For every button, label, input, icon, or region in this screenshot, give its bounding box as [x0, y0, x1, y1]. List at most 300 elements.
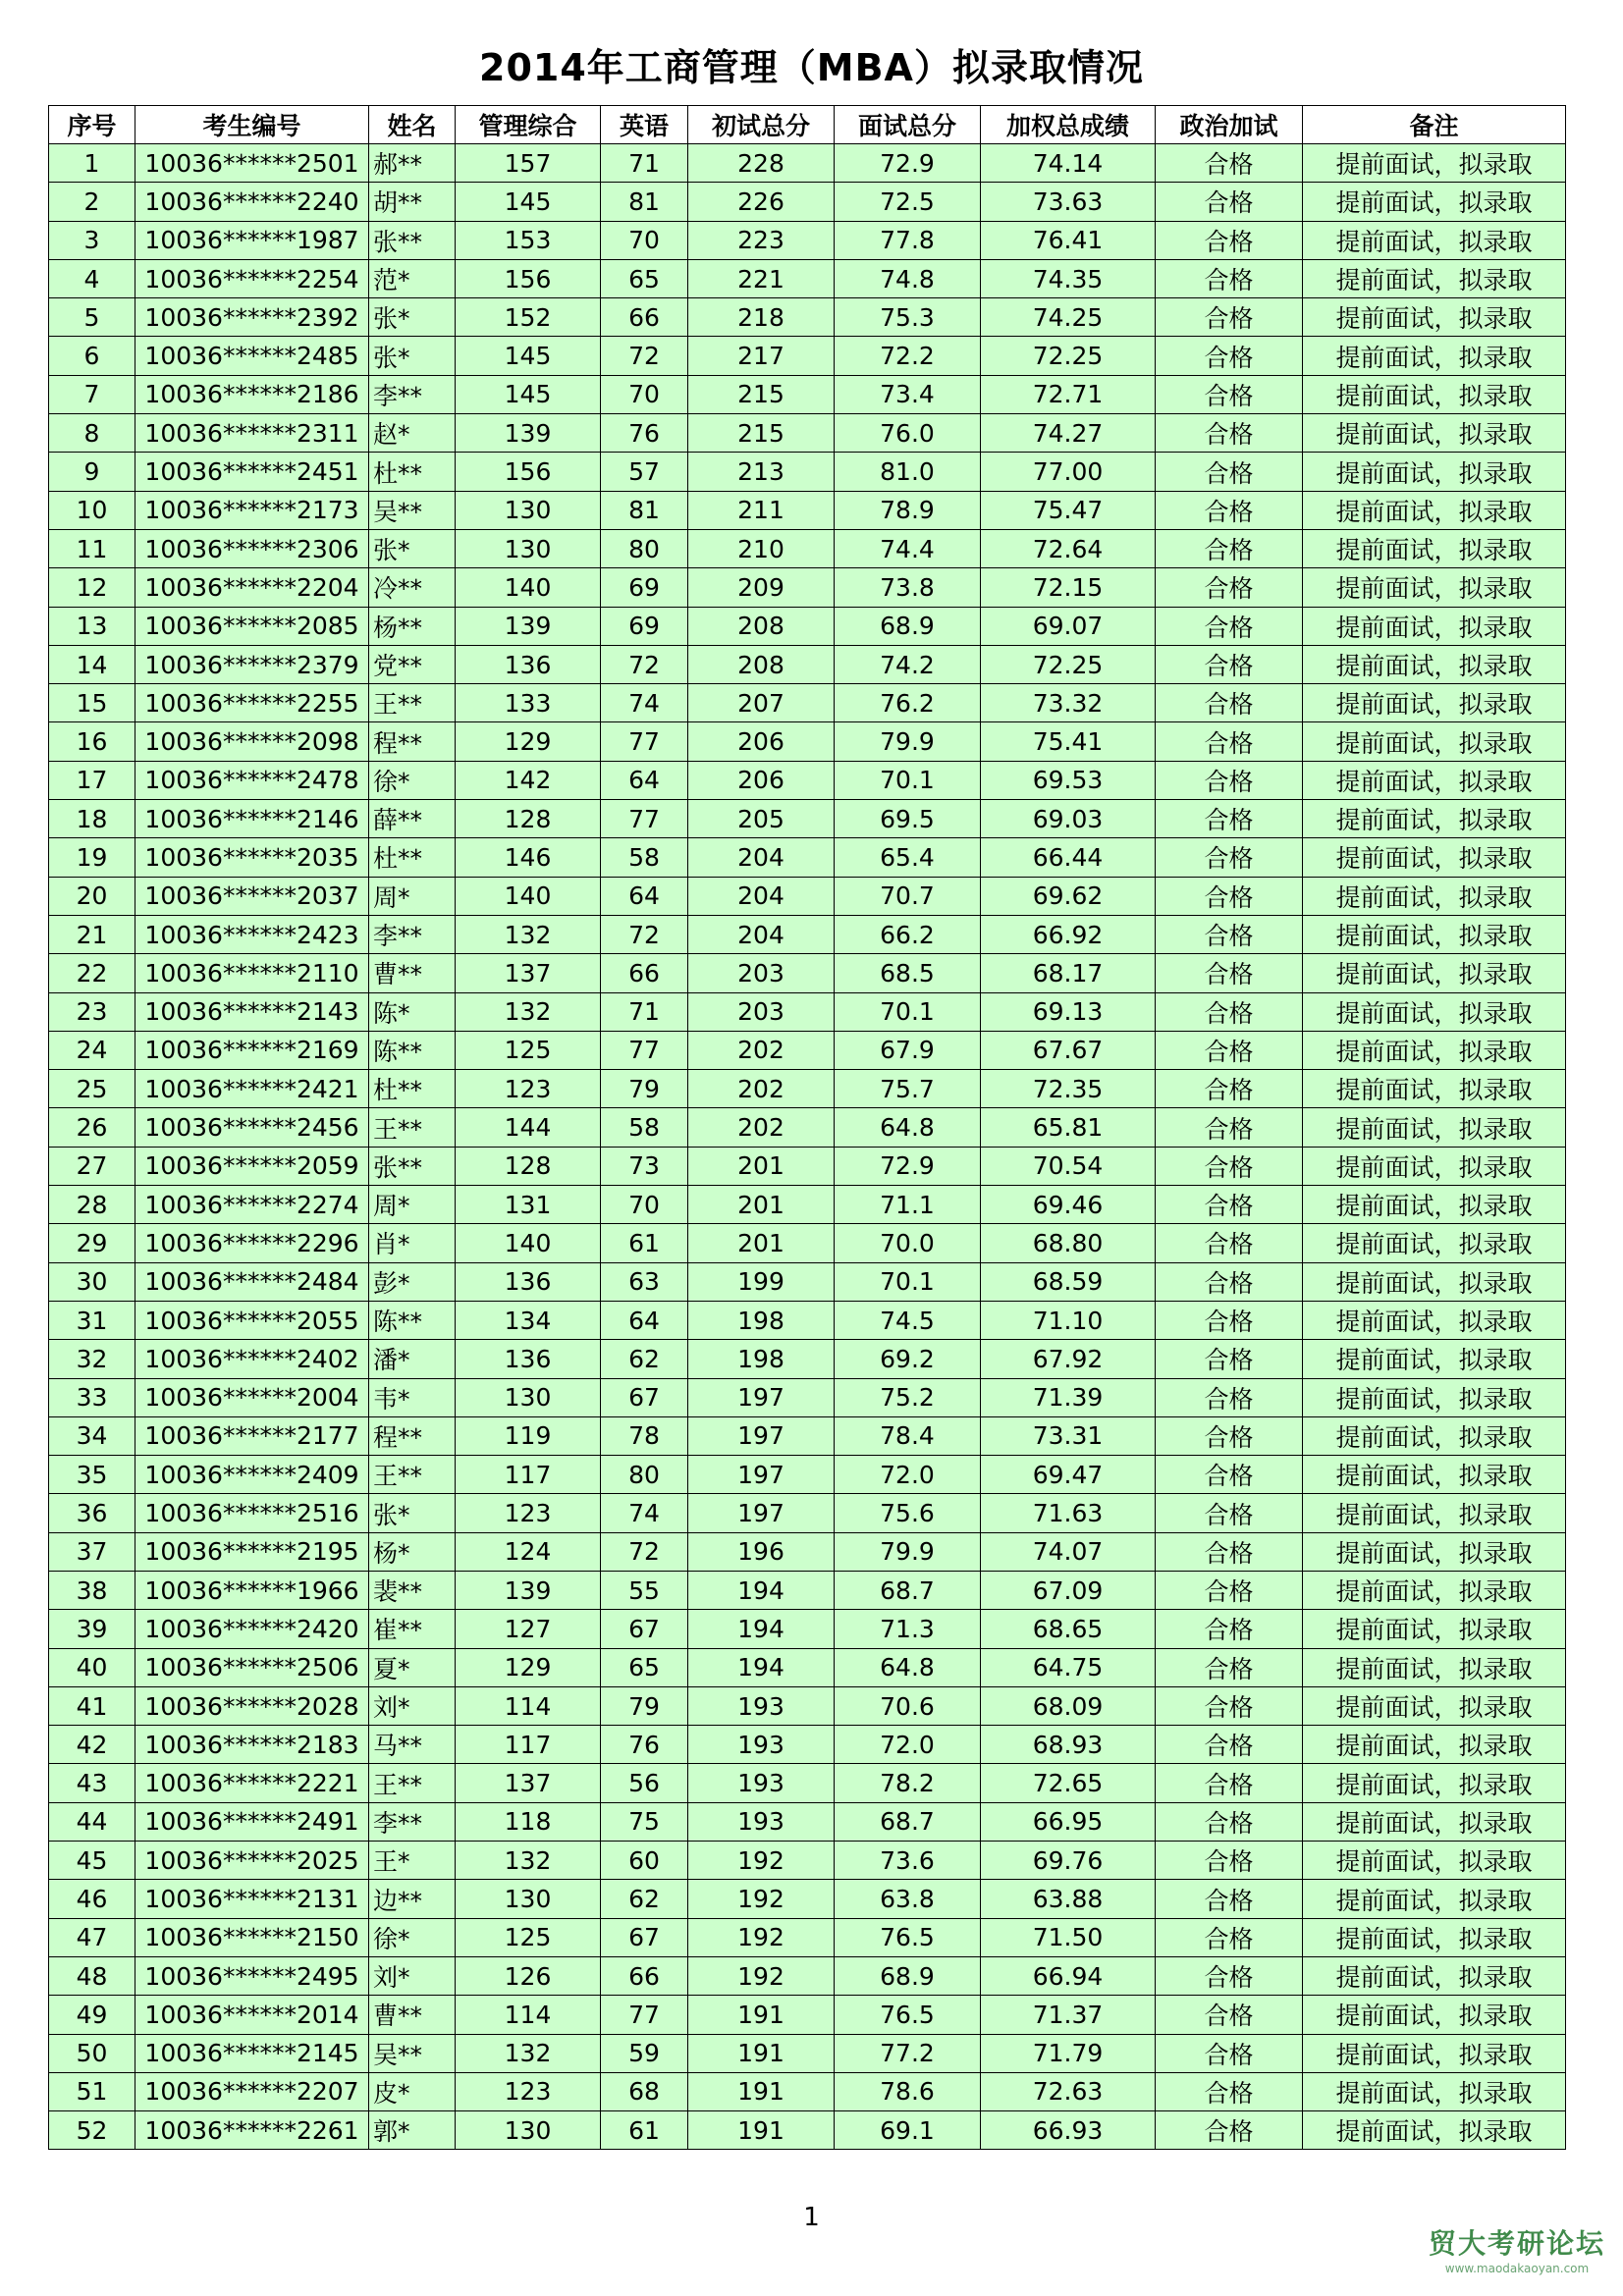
cell-management: 153 — [456, 221, 601, 259]
cell-english: 79 — [601, 1686, 688, 1725]
cell-remarks: 提前面试，拟录取 — [1303, 453, 1566, 491]
table-row — [49, 722, 1566, 761]
cell-management: 119 — [456, 1416, 601, 1455]
cell-weighted-total: 64.75 — [981, 1648, 1156, 1686]
cell-seq: 16 — [49, 722, 135, 761]
cell-interview-total: 77.8 — [835, 221, 981, 259]
cell-english: 74 — [601, 684, 688, 722]
cell-candidate-id: 10036******2143 — [135, 992, 369, 1031]
cell-candidate-id: 10036******2501 — [135, 144, 369, 183]
cell-management: 130 — [456, 529, 601, 567]
cell-politics: 合格 — [1156, 1996, 1303, 2034]
cell-seq: 21 — [49, 915, 135, 953]
cell-candidate-id: 10036******2261 — [135, 2111, 369, 2150]
cell-name: 李** — [369, 375, 456, 413]
table-row — [49, 838, 1566, 877]
watermark-logo — [1429, 2222, 1605, 2275]
cell-written-total: 192 — [688, 1956, 835, 1995]
cell-politics: 合格 — [1156, 1456, 1303, 1494]
cell-politics: 合格 — [1156, 915, 1303, 953]
cell-written-total: 215 — [688, 414, 835, 453]
table-row — [49, 877, 1566, 915]
cell-management: 145 — [456, 183, 601, 221]
cell-management: 146 — [456, 838, 601, 877]
cell-english: 63 — [601, 1262, 688, 1301]
cell-english: 58 — [601, 838, 688, 877]
cell-name: 张* — [369, 529, 456, 567]
cell-remarks: 提前面试，拟录取 — [1303, 259, 1566, 297]
cell-written-total: 193 — [688, 1686, 835, 1725]
cell-remarks: 提前面试，拟录取 — [1303, 1726, 1566, 1764]
table-row — [49, 1686, 1566, 1725]
cell-interview-total: 70.7 — [835, 877, 981, 915]
cell-name: 夏* — [369, 1648, 456, 1686]
cell-seq: 7 — [49, 375, 135, 413]
cell-written-total: 218 — [688, 298, 835, 337]
cell-weighted-total: 66.95 — [981, 1802, 1156, 1841]
cell-name: 吴** — [369, 491, 456, 529]
cell-management: 145 — [456, 337, 601, 375]
cell-remarks: 提前面试，拟录取 — [1303, 1147, 1566, 1185]
cell-politics: 合格 — [1156, 877, 1303, 915]
cell-written-total: 201 — [688, 1224, 835, 1262]
cell-weighted-total: 75.41 — [981, 722, 1156, 761]
cell-politics: 合格 — [1156, 1186, 1303, 1224]
cell-english: 80 — [601, 529, 688, 567]
table-row — [49, 453, 1566, 491]
cell-interview-total: 69.2 — [835, 1340, 981, 1378]
cell-management: 123 — [456, 1494, 601, 1532]
cell-written-total: 211 — [688, 491, 835, 529]
table-row — [49, 414, 1566, 453]
cell-seq: 33 — [49, 1378, 135, 1416]
cell-remarks: 提前面试，拟录取 — [1303, 1571, 1566, 1609]
cell-remarks: 提前面试，拟录取 — [1303, 1648, 1566, 1686]
cell-seq: 42 — [49, 1726, 135, 1764]
cell-candidate-id: 10036******2169 — [135, 1031, 369, 1069]
cell-remarks: 提前面试，拟录取 — [1303, 915, 1566, 953]
cell-politics: 合格 — [1156, 1340, 1303, 1378]
cell-remarks: 提前面试，拟录取 — [1303, 414, 1566, 453]
cell-candidate-id: 10036******2110 — [135, 954, 369, 992]
cell-remarks: 提前面试，拟录取 — [1303, 337, 1566, 375]
table-row — [49, 1378, 1566, 1416]
cell-remarks: 提前面试，拟录取 — [1303, 1262, 1566, 1301]
cell-politics: 合格 — [1156, 838, 1303, 877]
cell-management: 123 — [456, 1070, 601, 1108]
cell-interview-total: 68.7 — [835, 1802, 981, 1841]
cell-written-total: 202 — [688, 1031, 835, 1069]
cell-remarks: 提前面试，拟录取 — [1303, 954, 1566, 992]
cell-seq: 40 — [49, 1648, 135, 1686]
cell-weighted-total: 68.65 — [981, 1610, 1156, 1648]
cell-candidate-id: 10036******2402 — [135, 1340, 369, 1378]
cell-politics: 合格 — [1156, 1648, 1303, 1686]
cell-interview-total: 68.7 — [835, 1571, 981, 1609]
cell-management: 123 — [456, 2072, 601, 2110]
cell-interview-total: 74.8 — [835, 259, 981, 297]
cell-seq: 12 — [49, 568, 135, 607]
cell-written-total: 193 — [688, 1726, 835, 1764]
cell-written-total: 202 — [688, 1070, 835, 1108]
table-row — [49, 1532, 1566, 1571]
cell-name: 曹** — [369, 1996, 456, 2034]
cell-candidate-id: 10036******2028 — [135, 1686, 369, 1725]
cell-interview-total: 81.0 — [835, 453, 981, 491]
cell-name: 周* — [369, 877, 456, 915]
cell-seq: 13 — [49, 607, 135, 645]
col-header-management: 管理综合 — [456, 106, 601, 144]
cell-seq: 22 — [49, 954, 135, 992]
cell-interview-total: 68.9 — [835, 1956, 981, 1995]
cell-remarks: 提前面试，拟录取 — [1303, 1802, 1566, 1841]
cell-remarks: 提前面试，拟录取 — [1303, 529, 1566, 567]
cell-remarks: 提前面试，拟录取 — [1303, 1301, 1566, 1339]
cell-seq: 45 — [49, 1842, 135, 1880]
cell-weighted-total: 69.76 — [981, 1842, 1156, 1880]
cell-politics: 合格 — [1156, 1802, 1303, 1841]
cell-seq: 25 — [49, 1070, 135, 1108]
cell-english: 66 — [601, 954, 688, 992]
cell-written-total: 226 — [688, 183, 835, 221]
cell-candidate-id: 10036******2240 — [135, 183, 369, 221]
cell-written-total: 228 — [688, 144, 835, 183]
cell-seq: 8 — [49, 414, 135, 453]
cell-interview-total: 66.2 — [835, 915, 981, 953]
cell-seq: 31 — [49, 1301, 135, 1339]
cell-name: 党** — [369, 645, 456, 683]
cell-politics: 合格 — [1156, 453, 1303, 491]
cell-interview-total: 78.9 — [835, 491, 981, 529]
cell-management: 144 — [456, 1108, 601, 1147]
cell-seq: 36 — [49, 1494, 135, 1532]
table-row — [49, 2111, 1566, 2150]
col-header-written-total: 初试总分 — [688, 106, 835, 144]
table-row — [49, 1031, 1566, 1069]
cell-politics: 合格 — [1156, 1956, 1303, 1995]
cell-seq: 32 — [49, 1340, 135, 1378]
cell-english: 65 — [601, 1648, 688, 1686]
cell-management: 124 — [456, 1532, 601, 1571]
cell-english: 67 — [601, 1918, 688, 1956]
cell-weighted-total: 72.35 — [981, 1070, 1156, 1108]
cell-interview-total: 76.5 — [835, 1996, 981, 2034]
cell-candidate-id: 10036******2456 — [135, 1108, 369, 1147]
cell-seq: 5 — [49, 298, 135, 337]
cell-name: 杨** — [369, 607, 456, 645]
cell-candidate-id: 10036******2421 — [135, 1070, 369, 1108]
cell-seq: 4 — [49, 259, 135, 297]
cell-weighted-total: 73.31 — [981, 1416, 1156, 1455]
cell-politics: 合格 — [1156, 1224, 1303, 1262]
cell-written-total: 192 — [688, 1918, 835, 1956]
cell-written-total: 193 — [688, 1764, 835, 1802]
cell-english: 64 — [601, 877, 688, 915]
cell-weighted-total: 72.64 — [981, 529, 1156, 567]
cell-remarks: 提前面试，拟录取 — [1303, 877, 1566, 915]
cell-seq: 11 — [49, 529, 135, 567]
cell-candidate-id: 10036******2004 — [135, 1378, 369, 1416]
cell-management: 132 — [456, 915, 601, 953]
cell-interview-total: 64.8 — [835, 1648, 981, 1686]
cell-name: 陈** — [369, 1301, 456, 1339]
cell-name: 马** — [369, 1726, 456, 1764]
cell-weighted-total: 69.62 — [981, 877, 1156, 915]
cell-written-total: 192 — [688, 1880, 835, 1918]
cell-english: 57 — [601, 453, 688, 491]
cell-remarks: 提前面试，拟录取 — [1303, 1610, 1566, 1648]
cell-politics: 合格 — [1156, 259, 1303, 297]
cell-weighted-total: 72.15 — [981, 568, 1156, 607]
col-header-interview-total: 面试总分 — [835, 106, 981, 144]
cell-seq: 9 — [49, 453, 135, 491]
cell-weighted-total: 63.88 — [981, 1880, 1156, 1918]
cell-english: 69 — [601, 568, 688, 607]
col-header-english: 英语 — [601, 106, 688, 144]
cell-weighted-total: 68.93 — [981, 1726, 1156, 1764]
table-row — [49, 144, 1566, 183]
table-row — [49, 1224, 1566, 1262]
cell-remarks: 提前面试，拟录取 — [1303, 1880, 1566, 1918]
table-row — [49, 221, 1566, 259]
cell-candidate-id: 10036******2516 — [135, 1494, 369, 1532]
cell-written-total: 193 — [688, 1802, 835, 1841]
cell-written-total: 197 — [688, 1494, 835, 1532]
cell-politics: 合格 — [1156, 954, 1303, 992]
cell-english: 71 — [601, 144, 688, 183]
cell-politics: 合格 — [1156, 1494, 1303, 1532]
cell-candidate-id: 10036******2311 — [135, 414, 369, 453]
col-header-seq: 序号 — [49, 106, 135, 144]
cell-name: 李** — [369, 915, 456, 953]
cell-politics: 合格 — [1156, 684, 1303, 722]
cell-candidate-id: 10036******2150 — [135, 1918, 369, 1956]
cell-written-total: 213 — [688, 453, 835, 491]
cell-politics: 合格 — [1156, 183, 1303, 221]
table-row — [49, 1301, 1566, 1339]
cell-name: 曹** — [369, 954, 456, 992]
col-header-name: 姓名 — [369, 106, 456, 144]
cell-english: 77 — [601, 722, 688, 761]
cell-politics: 合格 — [1156, 1764, 1303, 1802]
table-row — [49, 2072, 1566, 2110]
cell-name: 李** — [369, 1802, 456, 1841]
cell-written-total: 198 — [688, 1340, 835, 1378]
cell-remarks: 提前面试，拟录取 — [1303, 645, 1566, 683]
cell-interview-total: 69.5 — [835, 800, 981, 838]
col-header-candidate-id: 考生编号 — [135, 106, 369, 144]
cell-seq: 34 — [49, 1416, 135, 1455]
cell-written-total: 197 — [688, 1456, 835, 1494]
cell-management: 140 — [456, 568, 601, 607]
cell-management: 140 — [456, 1224, 601, 1262]
cell-interview-total: 73.4 — [835, 375, 981, 413]
cell-interview-total: 74.4 — [835, 529, 981, 567]
cell-politics: 合格 — [1156, 2034, 1303, 2072]
cell-remarks: 提前面试，拟录取 — [1303, 1686, 1566, 1725]
cell-written-total: 196 — [688, 1532, 835, 1571]
cell-written-total: 199 — [688, 1262, 835, 1301]
cell-candidate-id: 10036******2491 — [135, 1802, 369, 1841]
cell-interview-total: 75.7 — [835, 1070, 981, 1108]
table-row — [49, 1610, 1566, 1648]
cell-remarks: 提前面试，拟录取 — [1303, 800, 1566, 838]
cell-seq: 46 — [49, 1880, 135, 1918]
table-row — [49, 337, 1566, 375]
cell-weighted-total: 66.92 — [981, 915, 1156, 953]
cell-weighted-total: 73.32 — [981, 684, 1156, 722]
cell-seq: 19 — [49, 838, 135, 877]
cell-candidate-id: 10036******2221 — [135, 1764, 369, 1802]
cell-name: 彭* — [369, 1262, 456, 1301]
cell-name: 郭* — [369, 2111, 456, 2150]
cell-english: 64 — [601, 1301, 688, 1339]
cell-name: 冷** — [369, 568, 456, 607]
cell-management: 126 — [456, 1956, 601, 1995]
cell-politics: 合格 — [1156, 800, 1303, 838]
cell-management: 130 — [456, 2111, 601, 2150]
cell-management: 134 — [456, 1301, 601, 1339]
cell-interview-total: 70.1 — [835, 1262, 981, 1301]
cell-politics: 合格 — [1156, 1918, 1303, 1956]
cell-politics: 合格 — [1156, 1842, 1303, 1880]
cell-politics: 合格 — [1156, 144, 1303, 183]
cell-politics: 合格 — [1156, 1070, 1303, 1108]
cell-weighted-total: 69.46 — [981, 1186, 1156, 1224]
cell-english: 68 — [601, 2072, 688, 2110]
cell-name: 张** — [369, 221, 456, 259]
cell-english: 66 — [601, 1956, 688, 1995]
cell-written-total: 221 — [688, 259, 835, 297]
cell-written-total: 204 — [688, 838, 835, 877]
cell-interview-total: 72.9 — [835, 1147, 981, 1185]
cell-english: 76 — [601, 414, 688, 453]
cell-remarks: 提前面试，拟录取 — [1303, 2034, 1566, 2072]
cell-written-total: 194 — [688, 1648, 835, 1686]
page-number: 1 — [803, 2203, 820, 2232]
watermark-main-text: 贸大考研论坛 — [1428, 2227, 1605, 2260]
cell-weighted-total: 66.94 — [981, 1956, 1156, 1995]
cell-weighted-total: 72.71 — [981, 375, 1156, 413]
cell-name: 王** — [369, 684, 456, 722]
cell-candidate-id: 10036******2085 — [135, 607, 369, 645]
cell-english: 80 — [601, 1456, 688, 1494]
cell-remarks: 提前面试，拟录取 — [1303, 1108, 1566, 1147]
cell-candidate-id: 10036******1966 — [135, 1571, 369, 1609]
cell-english: 62 — [601, 1340, 688, 1378]
cell-candidate-id: 10036******2183 — [135, 1726, 369, 1764]
cell-management: 156 — [456, 259, 601, 297]
cell-name: 王** — [369, 1108, 456, 1147]
cell-weighted-total: 70.54 — [981, 1147, 1156, 1185]
cell-seq: 1 — [49, 144, 135, 183]
table-row — [49, 1108, 1566, 1147]
cell-management: 140 — [456, 877, 601, 915]
cell-written-total: 208 — [688, 645, 835, 683]
cell-candidate-id: 10036******2173 — [135, 491, 369, 529]
cell-weighted-total: 72.63 — [981, 2072, 1156, 2110]
cell-remarks: 提前面试，拟录取 — [1303, 1494, 1566, 1532]
cell-seq: 38 — [49, 1571, 135, 1609]
cell-name: 范* — [369, 259, 456, 297]
cell-seq: 23 — [49, 992, 135, 1031]
cell-remarks: 提前面试，拟录取 — [1303, 1031, 1566, 1069]
table-row — [49, 761, 1566, 799]
cell-management: 136 — [456, 645, 601, 683]
table-row — [49, 1186, 1566, 1224]
cell-management: 133 — [456, 684, 601, 722]
cell-seq: 39 — [49, 1610, 135, 1648]
table-row — [49, 1147, 1566, 1185]
cell-written-total: 202 — [688, 1108, 835, 1147]
cell-candidate-id: 10036******2478 — [135, 761, 369, 799]
cell-management: 118 — [456, 1802, 601, 1841]
table-row — [49, 1918, 1566, 1956]
cell-interview-total: 72.2 — [835, 337, 981, 375]
cell-candidate-id: 10036******2207 — [135, 2072, 369, 2110]
table-row — [49, 1764, 1566, 1802]
cell-interview-total: 69.1 — [835, 2111, 981, 2150]
cell-remarks: 提前面试，拟录取 — [1303, 607, 1566, 645]
table-row — [49, 1416, 1566, 1455]
table-row — [49, 1648, 1566, 1686]
cell-management: 130 — [456, 1880, 601, 1918]
cell-written-total: 223 — [688, 221, 835, 259]
table-row — [49, 2034, 1566, 2072]
cell-weighted-total: 67.09 — [981, 1571, 1156, 1609]
cell-english: 58 — [601, 1108, 688, 1147]
cell-written-total: 210 — [688, 529, 835, 567]
cell-politics: 合格 — [1156, 607, 1303, 645]
cell-name: 韦* — [369, 1378, 456, 1416]
cell-politics: 合格 — [1156, 414, 1303, 453]
cell-remarks: 提前面试，拟录取 — [1303, 1918, 1566, 1956]
cell-seq: 41 — [49, 1686, 135, 1725]
cell-candidate-id: 10036******2296 — [135, 1224, 369, 1262]
cell-candidate-id: 10036******2037 — [135, 877, 369, 915]
cell-seq: 43 — [49, 1764, 135, 1802]
cell-remarks: 提前面试，拟录取 — [1303, 183, 1566, 221]
cell-seq: 28 — [49, 1186, 135, 1224]
cell-english: 69 — [601, 607, 688, 645]
cell-interview-total: 79.9 — [835, 722, 981, 761]
cell-written-total: 192 — [688, 1842, 835, 1880]
cell-name: 徐* — [369, 761, 456, 799]
cell-candidate-id: 10036******2055 — [135, 1301, 369, 1339]
cell-management: 114 — [456, 1996, 601, 2034]
cell-weighted-total: 69.07 — [981, 607, 1156, 645]
cell-remarks: 提前面试，拟录取 — [1303, 1186, 1566, 1224]
cell-politics: 合格 — [1156, 491, 1303, 529]
cell-written-total: 215 — [688, 375, 835, 413]
table-row — [49, 568, 1566, 607]
cell-english: 70 — [601, 1186, 688, 1224]
cell-seq: 6 — [49, 337, 135, 375]
cell-name: 周* — [369, 1186, 456, 1224]
cell-interview-total: 70.1 — [835, 761, 981, 799]
cell-english: 67 — [601, 1378, 688, 1416]
cell-candidate-id: 10036******2145 — [135, 2034, 369, 2072]
cell-english: 76 — [601, 1726, 688, 1764]
cell-written-total: 207 — [688, 684, 835, 722]
cell-interview-total: 73.8 — [835, 568, 981, 607]
cell-weighted-total: 68.80 — [981, 1224, 1156, 1262]
cell-weighted-total: 71.63 — [981, 1494, 1156, 1532]
cell-name: 杜** — [369, 1070, 456, 1108]
cell-candidate-id: 10036******2177 — [135, 1416, 369, 1455]
cell-seq: 37 — [49, 1532, 135, 1571]
cell-written-total: 208 — [688, 607, 835, 645]
